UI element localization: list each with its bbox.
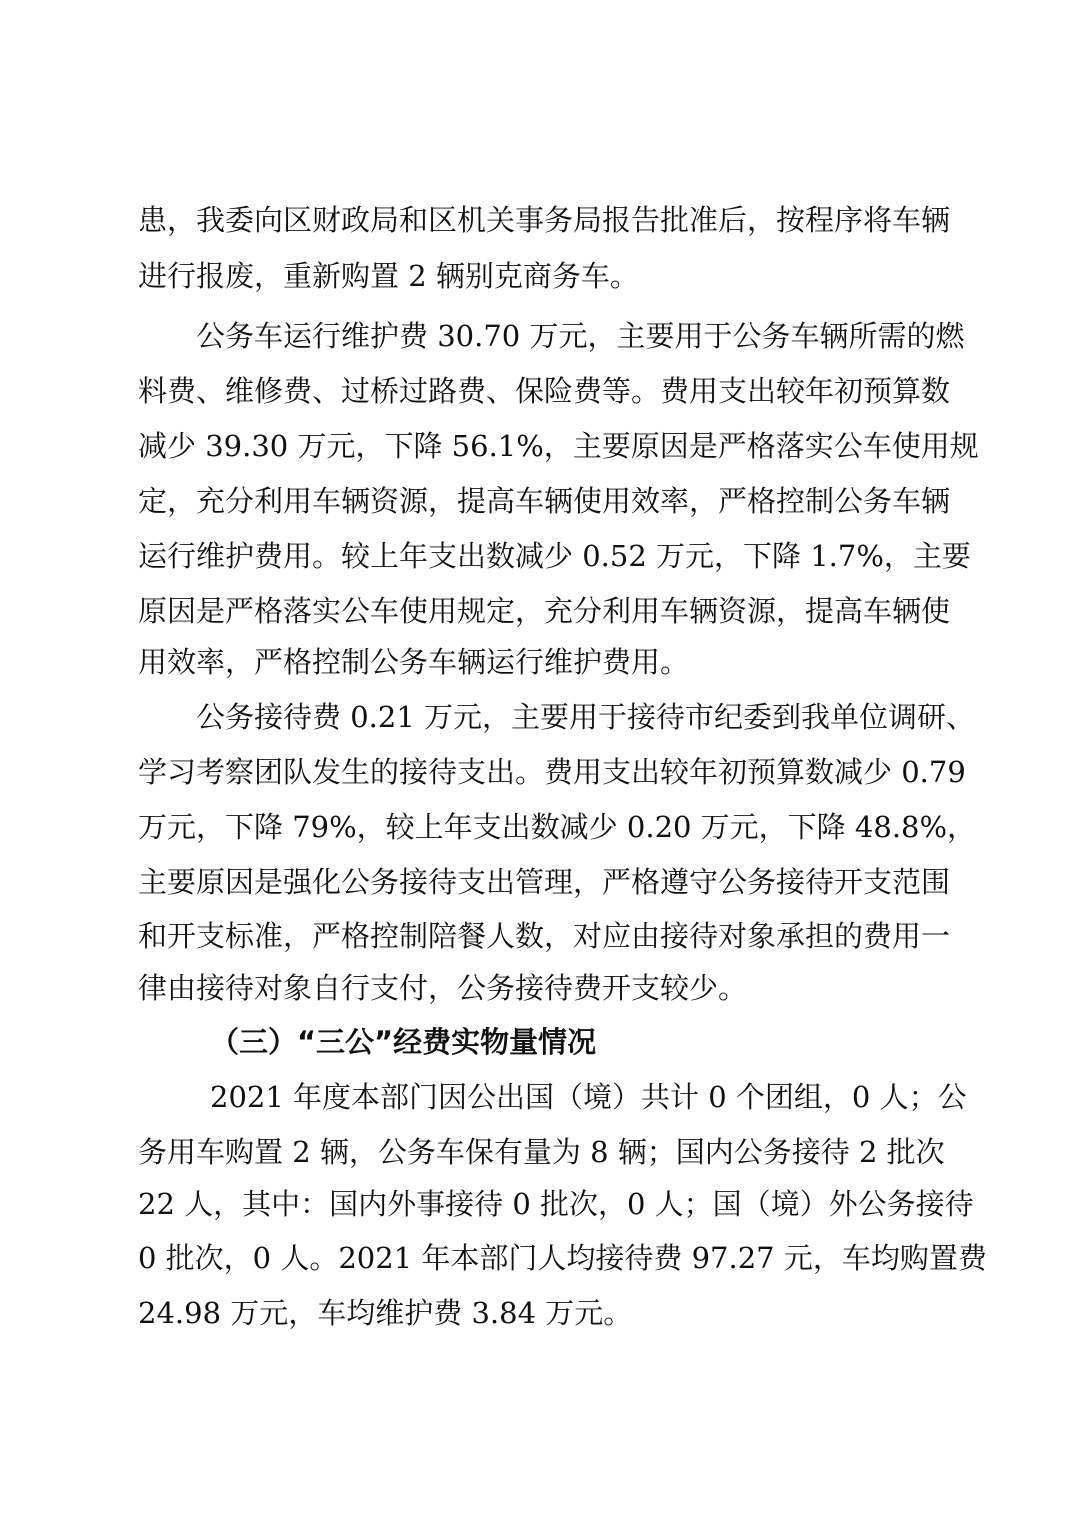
paragraph-2-line-4: 定，充分利用车辆资源，提高车辆使用效率，严格控制公务车辆 — [138, 484, 951, 518]
paragraph-1-line-1: 患，我委向区财政局和区机关事务局报告批准后，按程序将车辆 — [138, 203, 951, 237]
paragraph-3-line-2: 学习考察团队发生的接待支出。费用支出较年初预算数减少 0.79 — [138, 755, 966, 789]
paragraph-2-line-1: 公务车运行维护费 30.70 万元，主要用于公务车辆所需的燃 — [196, 319, 965, 353]
paragraph-3-line-1: 公务接待费 0.21 万元，主要用于接待市纪委到我单位调研、 — [196, 700, 976, 734]
paragraph-3-line-4: 主要原因是强化公务接待支出管理，严格遵守公务接待开支范围 — [138, 865, 951, 899]
paragraph-3-line-5: 和开支标准，严格控制陪餐人数，对应由接待对象承担的费用一 — [138, 919, 951, 953]
paragraph-4-line-5: 24.98 万元，车均维护费 3.84 万元。 — [138, 1296, 633, 1330]
paragraph-3-line-6: 律由接待对象自行支付，公务接待费开支较少。 — [138, 971, 748, 1005]
paragraph-4-line-3: 22 人，其中：国内外事接待 0 批次，0 人；国（境）外公务接待 — [138, 1187, 974, 1221]
paragraph-2-line-6: 原因是严格落实公车使用规定，充分利用车辆资源，提高车辆使 — [138, 594, 951, 628]
paragraph-2-line-2: 料费、维修费、过桥过路费、保险费等。费用支出较年初预算数 — [138, 374, 951, 408]
paragraph-2-line-5: 运行维护费用。较上年支出数减少 0.52 万元，下降 1.7%，主要 — [138, 539, 971, 573]
paragraph-1-line-2: 进行报废，重新购置 2 辆别克商务车。 — [138, 259, 639, 293]
section-heading: （三）“三公”经费实物量情况 — [210, 1025, 597, 1059]
paragraph-4-line-1: 2021 年度本部门因公出国（境）共计 0 个团组，0 人；公 — [210, 1080, 967, 1114]
paragraph-2-line-3: 减少 39.30 万元，下降 56.1%，主要原因是严格落实公车使用规 — [138, 429, 979, 463]
paragraph-4-line-4: 0 批次，0 人。2021 年本部门人均接待费 97.27 元，车均购置费 — [138, 1241, 987, 1275]
paragraph-2-line-7: 用效率，严格控制公务车辆运行维护费用。 — [138, 645, 690, 679]
paragraph-4-line-2: 务用车购置 2 辆，公务车保有量为 8 辆；国内公务接待 2 批次 — [138, 1135, 945, 1169]
paragraph-3-line-3: 万元，下降 79%，较上年支出数减少 0.20 万元，下降 48.8%， — [138, 810, 977, 844]
